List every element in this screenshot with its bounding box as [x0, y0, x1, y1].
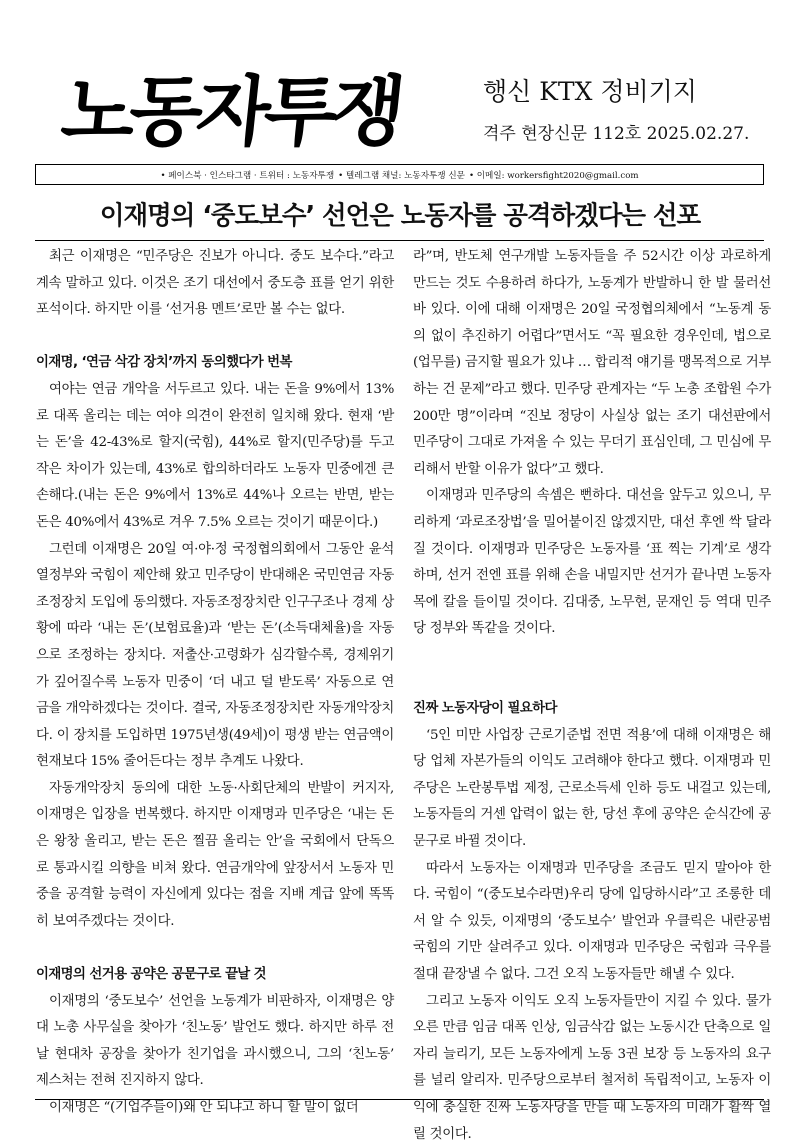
paragraph: 이재명의 ‘중도보수’ 선언을 노동계가 비판하자, 이재명은 양대 노총 사무실을 찾아가 ‘친노동’ 발언도 했다. 하지만 하루 전날 현대차 공장을 찾아가 친기업을 과시했으니, 그의 ‘친노동’ 제스처는 전혀 진지하지 않다. — [36, 993, 394, 1089]
contact-telegram: • 텔레그램 채널: 노동자투쟁 신문 — [338, 170, 465, 181]
paragraph: 자동개악장치 동의에 대한 노동·사회단체의 반발이 커지자, 이재명은 입장을 번복했다. 하지만 이재명과 민주당은 ‘내는 돈은 왕창 올리고, 받는 돈은 찔끔 올리는 안’을 국회에서 단독으로 통과시킬 의향을 비쳐 왔다. 연금개악에 앞장서서 노동자 민중을 공격할 능력이 자신에게 있다는 점을 지배 계급 앞에 똑똑히 보여주겠다는 것이다. — [36, 780, 394, 929]
paragraph: 이재명과 민주당의 속셈은 뻔하다. 대선을 앞두고 있으니, 무리하게 ‘과로조장법’을 밀어붙이진 않겠지만, 대선 후엔 싹 달라질 것이다. 이재명과 민주당은 노동자를 ‘표 찍는 기계’로 생각하며, 선거 전엔 표를 위해 손을 내밀지만 선거가 끝나면 노동자 목에 칼을 들이밀 것이다. 김대중, 노무현, 문재인 등 역대 민주당 정부와 똑같을 것이다. — [413, 488, 771, 637]
paragraph: 따라서 노동자는 이재명과 민주당을 조금도 믿지 말아야 한다. 국힘이 “(중도보수라면)우리 당에 입당하시라”고 조롱한 데서 알 수 있듯, 이재명의 ‘중도보수’ 발언과 우클릭은 내란공범 국힘의 기만 살려주고 있다. 이재명과 민주당은 국힘과 극우를 절대 끝장낼 수 없다. 그건 오직 노동자들만 해낼 수 있다. — [413, 860, 771, 983]
section-heading-pension: 이재명, ‘연금 삭감 장치’까지 동의했다가 번복 — [36, 355, 292, 371]
paragraph: ‘5인 미만 사업장 근로기준법 전면 적용’에 대해 이재명은 해당 업체 자본가들의 이익도 고려해야 한다고 했다. 이재명과 민주당은 노란봉투법 제정, 근로소득세 인하 등도 내걸고 있는데, 노동자들의 거센 압력이 없는 한, 당선 후에 공약은 순식간에 공문구로 바뀔 것이다. — [413, 727, 771, 850]
left-column — [36, 244, 394, 1122]
paragraph: 여야는 연금 개악을 서두르고 있다. 내는 돈을 9%에서 13%로 대폭 올리는 데는 여야 의견이 완전히 일치해 왔다. 현재 ‘받는 돈’을 42-43%로 할지(국힘), 44%로 할지(민주당)를 두고 작은 차이가 있는데, 43%로 합의하더라도 노동자 민중에겐 큰 손해다.(내는 돈은 9%에서 13%로 44%나 오르는 반면, 받는 돈은 40%에서 43%로 겨우 7.5% 오르는 것이기 때문이다.) — [36, 381, 394, 530]
contact-bar — [35, 164, 764, 185]
issue-info: 격주 현장신문 112호 2025.02.27. — [483, 124, 750, 144]
headline-rule — [35, 240, 764, 241]
contact-email: • 이메일: workersfight2020@gmail.com — [468, 170, 639, 181]
masthead-title: 노동자투쟁 — [57, 67, 404, 156]
right-column — [413, 244, 771, 1148]
issue-name: 행신 KTX 정비기지 — [483, 77, 697, 106]
paragraph: 라”며, 반도체 연구개발 노동자들을 주 52시간 이상 과로하게 만드는 것도 수용하려 하다가, 노동계가 반발하니 한 발 물러선 바 있다. 이에 대해 이재명은 20일 국정협의체에서 “노동계 동의 없이 추진하기 어렵다”면서도 “꼭 필요한 경우인데, 법으로 (업무를) 금지할 필요가 있냐 … 합리적 얘기를 맹목적으로 거부하는 건 문제”라고 했다. 민주당 관계자는 “두 노총 조합원 수가 200만 명”이라며 “진보 정당이 사실상 없는 조기 대선판에서 민주당이 그대로 가져올 수 있는 무더기 표심인데, 그 민심에 무리해서 반할 이유가 없다”고 했다. — [413, 249, 771, 477]
headline: 이재명의 ‘중도보수’ 선언은 노동자를 공격하겠다는 선포 — [99, 201, 701, 231]
section-heading-pledges: 이재명의 선거용 공약은 공문구로 끝날 것 — [36, 967, 267, 983]
contact-sns: • 페이스북 · 인스타그램 · 트위터 : 노동자투쟁 — [160, 170, 335, 181]
masthead — [57, 62, 442, 162]
paragraph: 그런데 이재명은 20일 여·야·정 국정협의회에서 그동안 윤석열정부와 국힘이 제안해 왔고 민주당이 반대해온 국민연금 자동조정장치 도입에 동의했다. 자동조정장치란 인구구조나 경제 상황에 따라 ‘내는 돈’(보험료율)과 ‘받는 돈’(소득대체율)을 자동으로 조정하는 장치다. 저출산·고령화가 심각할수록, 경제위기가 깊어질수록 노동자 민중이 ‘더 내고 덜 받도록’ 자동으로 연금을 개악하겠다는 것이다. 결국, 자동조정장치란 자동개악장치다. 이 장치를 도입하면 1975년생(49세)이 평생 받는 연금액이 현재보다 15% 줄어든다는 정부 추계도 나왔다. — [36, 541, 394, 770]
paragraph: 이재명은 “(기업주들이)왜 안 되냐고 하니 할 말이 없더 — [49, 1100, 359, 1115]
bottom-rule — [35, 1099, 764, 1100]
section-heading-workers-party: 진짜 노동자당이 필요하다 — [413, 701, 557, 717]
intro-paragraph: 최근 이재명은 “민주당은 진보가 아니다. 중도 보수다.”라고 계속 말하고 있다. 이것은 조기 대선에서 중도층 표를 얻기 위한 포석이다. 하지만 이를 ‘선거용 멘트’로만 볼 수는 없다. — [36, 249, 394, 318]
paragraph: 그리고 노동자 이익도 오직 노동자들만이 지킬 수 있다. 물가 오른 만큼 임금 대폭 인상, 임금삭감 없는 노동시간 단축으로 일자리 늘리기, 모든 노동자에게 노동 3권 보장 등 노동자의 요구를 널리 알리자. 민주당으로부터 철저히 독립적이고, 노동자 이익에 충실한 진짜 노동자당을 만들 때 노동자의 미래가 활짝 열릴 것이다. — [413, 993, 771, 1142]
